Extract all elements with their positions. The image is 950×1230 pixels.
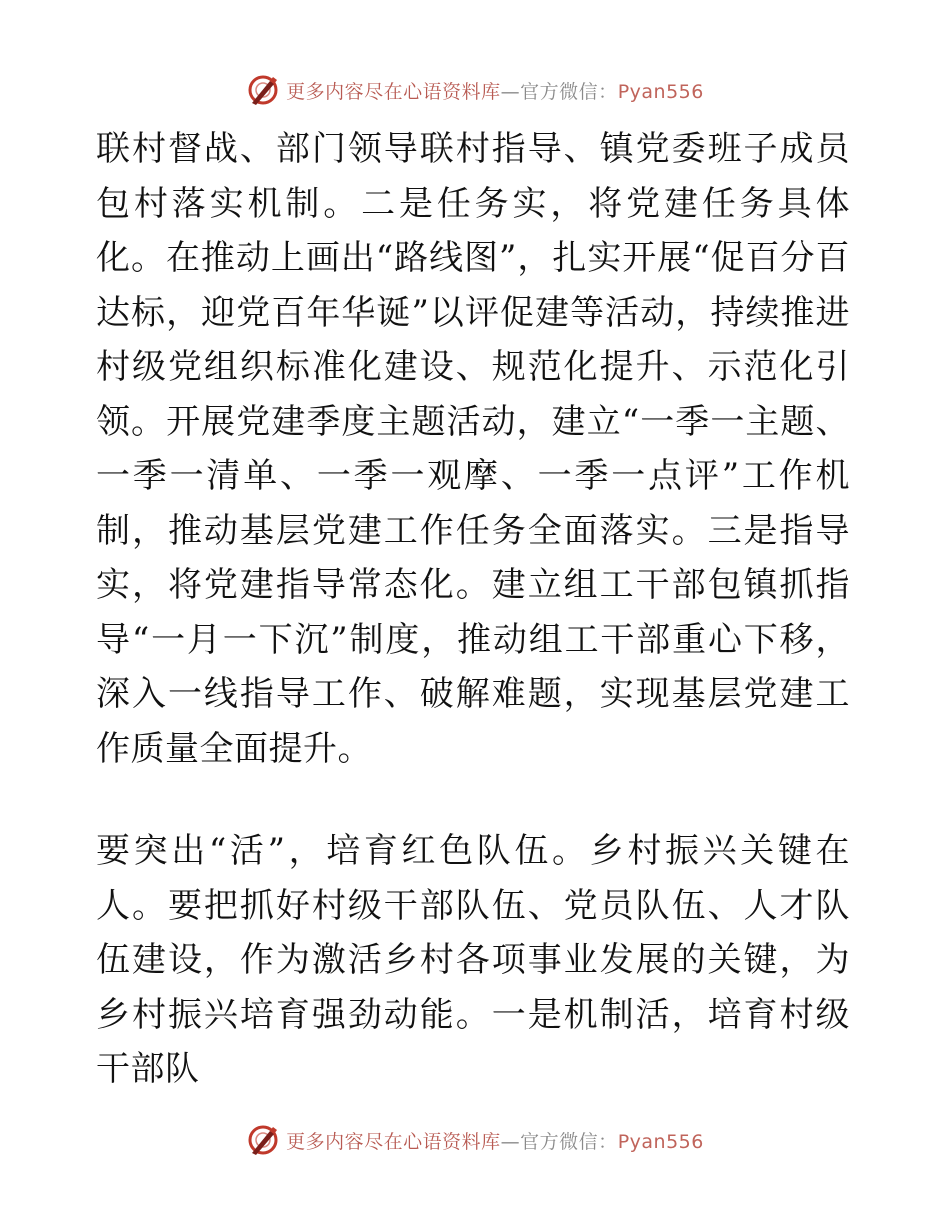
paragraph-2: 要突出“活”，培育红色队伍。乡村振兴关键在人。要把抓好村级干部队伍、党员队伍、人才队伍建设，作为激活乡村各项事业发展的关键，为乡村振兴培育强劲动能。一是机制活，培育村级干部队	[96, 831, 850, 1089]
site-promo-text: 更多内容尽在心语资料库	[286, 80, 501, 103]
pen-logo-icon	[246, 73, 280, 107]
wechat-id: Pyan556	[617, 1130, 704, 1153]
wechat-label: 官方微信：	[520, 80, 618, 103]
footer-banner	[0, 1120, 950, 1160]
paragraph-1: 联村督战、部门领导联村指导、镇党委班子成员包村落实机制。二是任务实，将党建任务具体化。在推动上画出“路线图”，扎实开展“促百分百达标，迎党百年华诞”以评促建等活动，持续推进村级党组织标准化建设、规范化提升、示范化引领。开展党建季度主题活动，建立“一季一主题、一季一清单、一季一观摩、一季一点评”工作机制，推动基层党建工作任务全面落实。三是指导实，将党建指导常态化。建立组工干部包镇抓指导“一月一下沉”制度，推动组工干部重心下移，深入一线指导工作、破解难题，实现基层党建工作质量全面提升。	[96, 129, 850, 769]
banner-text	[286, 1127, 704, 1154]
header-banner	[0, 70, 950, 110]
banner-text	[286, 77, 704, 104]
pen-logo-icon	[246, 1123, 280, 1157]
banner-separator: —	[500, 1130, 521, 1153]
site-promo-text: 更多内容尽在心语资料库	[286, 1130, 501, 1153]
wechat-label: 官方微信：	[520, 1130, 618, 1153]
document-body	[96, 122, 850, 1089]
wechat-id: Pyan556	[617, 80, 704, 103]
banner-separator: —	[500, 80, 521, 103]
